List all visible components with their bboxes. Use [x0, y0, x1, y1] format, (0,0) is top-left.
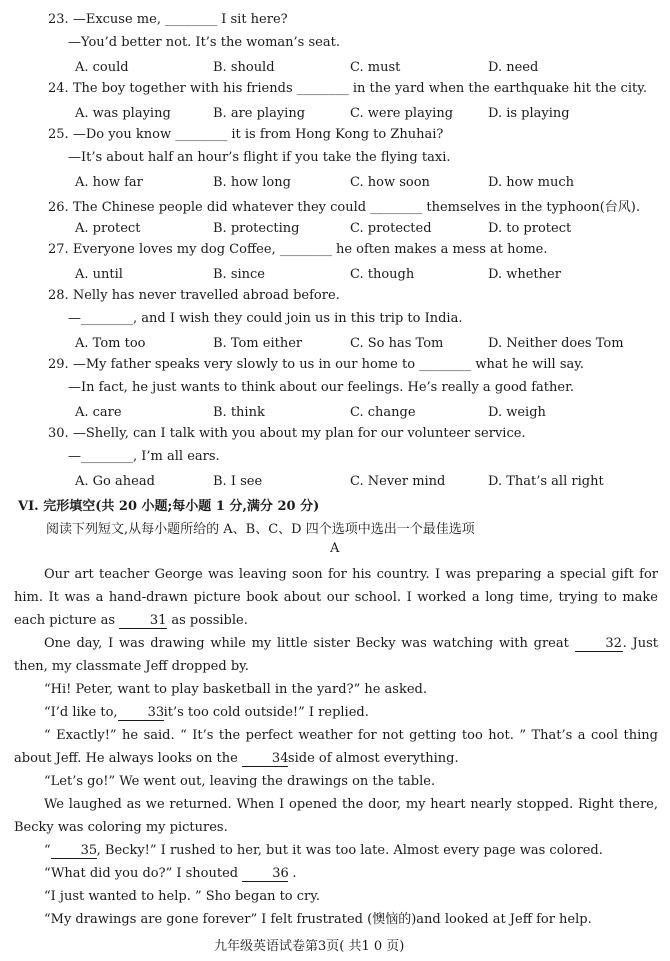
- question-text: Everyone loves my dog Coffee, ________ he often makes a mess at home.: [72, 242, 548, 257]
- question-text: —Shelly, can I talk with you about my plan for our volunteer service.: [72, 426, 526, 441]
- text: One day, I was drawing while my little sister Becky was watching with great: [44, 636, 569, 651]
- question-number: 23.: [48, 12, 69, 27]
- option-a: A. until: [75, 267, 123, 282]
- passage-paragraph-11: “My drawings are gone forever” I felt frustrated (懊恼的)and looked at Jeff for help.: [44, 912, 592, 927]
- question-number: 27.: [48, 242, 69, 257]
- passage-paragraph-6: “Let’s go!” We went out, leaving the drawings on the table.: [44, 774, 436, 789]
- option-c: C. protected: [350, 221, 432, 236]
- text: , Becky!” I rushed to her, but it was too late. Almost every page was colored.: [96, 843, 603, 858]
- passage-paragraph-4: [14, 701, 658, 724]
- option-a: A. could: [75, 60, 129, 75]
- text: side of almost everything.: [287, 751, 459, 767]
- question-text: —Do you know ________ it is from Hong Kong to Zhuhai?: [72, 127, 444, 142]
- blank-33[interactable]: 33: [118, 705, 164, 721]
- text: it’s too cold outside!” I replied.: [163, 705, 369, 720]
- option-b: B. protecting: [213, 221, 300, 236]
- option-b: B. how long: [213, 175, 291, 190]
- option-a: A. Tom too: [75, 336, 146, 351]
- option-a: A. was playing: [75, 106, 171, 121]
- option-d: D. to protect: [488, 221, 572, 236]
- question-25-line1: [48, 127, 443, 142]
- passage-paragraph-7: We laughed as we returned. When I opened the door, my heart nearly stopped. Right there, Becky was coloring my pictures.: [14, 797, 658, 836]
- text: . Just then, my classmate Jeff dropped by.: [14, 636, 658, 675]
- option-c: C. change: [350, 405, 416, 420]
- option-a: A. care: [75, 405, 122, 420]
- question-23-options: [0, 58, 670, 78]
- section-instruction: 阅读下列短文,从每小题所给的 A、B、C、D 四个选项中选出一个最佳选项: [46, 522, 475, 537]
- question-number: 30.: [48, 426, 69, 441]
- question-30-options: [0, 472, 670, 492]
- question-24-line1: [48, 81, 647, 96]
- passage-paragraph-5: [14, 724, 658, 770]
- question-27-options: [0, 265, 670, 285]
- question-29-line1: [48, 357, 584, 372]
- question-text: Nelly has never travelled abroad before.: [72, 288, 340, 303]
- option-d: D. Neither does Tom: [488, 336, 624, 351]
- option-d: D. need: [488, 60, 539, 75]
- option-a: A. Go ahead: [75, 474, 155, 489]
- question-29-options: [0, 403, 670, 423]
- text: “I’d like to,: [44, 705, 118, 720]
- blank-35[interactable]: 35: [51, 843, 97, 859]
- option-b: B. think: [213, 405, 265, 420]
- blank-34[interactable]: 34: [242, 751, 288, 767]
- option-c: C. Never mind: [350, 474, 446, 489]
- option-d: D. whether: [488, 267, 561, 282]
- option-c: C. though: [350, 267, 415, 282]
- blank-36[interactable]: 36: [242, 866, 288, 882]
- passage-paragraph-1: [14, 563, 658, 633]
- text: as possible.: [171, 613, 248, 629]
- blank-31[interactable]: 31: [119, 613, 167, 629]
- option-b: B. I see: [213, 474, 263, 489]
- question-25-options: [0, 173, 670, 193]
- option-b: B. Tom either: [213, 336, 303, 351]
- question-28-line1: [48, 288, 340, 303]
- option-b: B. since: [213, 267, 265, 282]
- passage-paragraph-2: [14, 632, 658, 678]
- passage-paragraph-3: “Hi! Peter, want to play basketball in the yard?” he asked.: [44, 682, 427, 697]
- passage-paragraph-10: “I just wanted to help. ” Sho began to cry.: [44, 889, 320, 904]
- text: Our art teacher George was leaving soon for his country. I was preparing a special gift for him. It was a hand-drawn picture book about our school. I worked a long time, trying to make each picture as: [14, 567, 658, 629]
- option-d: D. how much: [488, 175, 575, 190]
- option-b: B. are playing: [213, 106, 306, 121]
- question-23-line1: [48, 12, 288, 27]
- option-c: C. must: [350, 60, 401, 75]
- question-29-line2: —In fact, he just wants to think about our feelings. He’s really a good father.: [68, 380, 575, 395]
- option-d: D. weigh: [488, 405, 546, 420]
- question-text: The Chinese people did whatever they could ________ themselves in the typhoon(台风).: [72, 200, 640, 215]
- passage-paragraph-9: [14, 862, 658, 885]
- text: “What did you do?” I shouted: [44, 866, 239, 881]
- question-28-line2: —________, and I wish they could join us in this trip to India.: [68, 311, 463, 326]
- question-25-line2: —It’s about half an hour’s flight if you take the flying taxi.: [68, 150, 451, 165]
- section-heading: VI. 完形填空(共 20 小题;每小题 1 分,满分 20 分): [18, 499, 320, 514]
- page-footer: 九年级英语试卷第3页( 共1 0 页): [214, 939, 405, 954]
- question-24-options: [0, 104, 670, 124]
- option-d: D. That’s all right: [488, 474, 604, 489]
- question-number: 24.: [48, 81, 69, 96]
- option-a: A. how far: [75, 175, 143, 190]
- text: .: [292, 866, 297, 881]
- option-b: B. should: [213, 60, 275, 75]
- text: “ Exactly!” he said. “ It’s the perfect weather for not getting too hot. ” That’s a cool thing about Jeff. He always looks on the: [14, 728, 658, 767]
- question-30-line2: —________, I’m all ears.: [68, 449, 220, 464]
- question-number: 28.: [48, 288, 69, 303]
- question-26-options: [0, 219, 670, 239]
- text: “: [44, 843, 51, 858]
- option-a: A. protect: [75, 221, 141, 236]
- option-c: C. were playing: [350, 106, 454, 121]
- option-c: C. how soon: [350, 175, 430, 190]
- option-d: D. is playing: [488, 106, 570, 121]
- question-number: 26.: [48, 200, 69, 215]
- question-23-line2: —You’d better not. It’s the woman’s seat.: [68, 35, 340, 50]
- question-30-line1: [48, 426, 526, 441]
- question-28-options: [0, 334, 670, 354]
- question-26-line1: [48, 196, 640, 215]
- question-27-line1: [48, 242, 548, 257]
- option-c: C. So has Tom: [350, 336, 444, 351]
- question-text: The boy together with his friends ________ in the yard when the earthquake hit the city.: [72, 81, 647, 96]
- passage-label: A: [330, 541, 340, 556]
- question-number: 29.: [48, 357, 69, 372]
- passage-paragraph-8: [14, 839, 658, 862]
- question-text: —Excuse me, ________ I sit here?: [72, 12, 288, 27]
- question-text: —My father speaks very slowly to us in our home to ________ what he will say.: [72, 357, 585, 372]
- blank-32[interactable]: 32: [575, 636, 623, 652]
- question-number: 25.: [48, 127, 69, 142]
